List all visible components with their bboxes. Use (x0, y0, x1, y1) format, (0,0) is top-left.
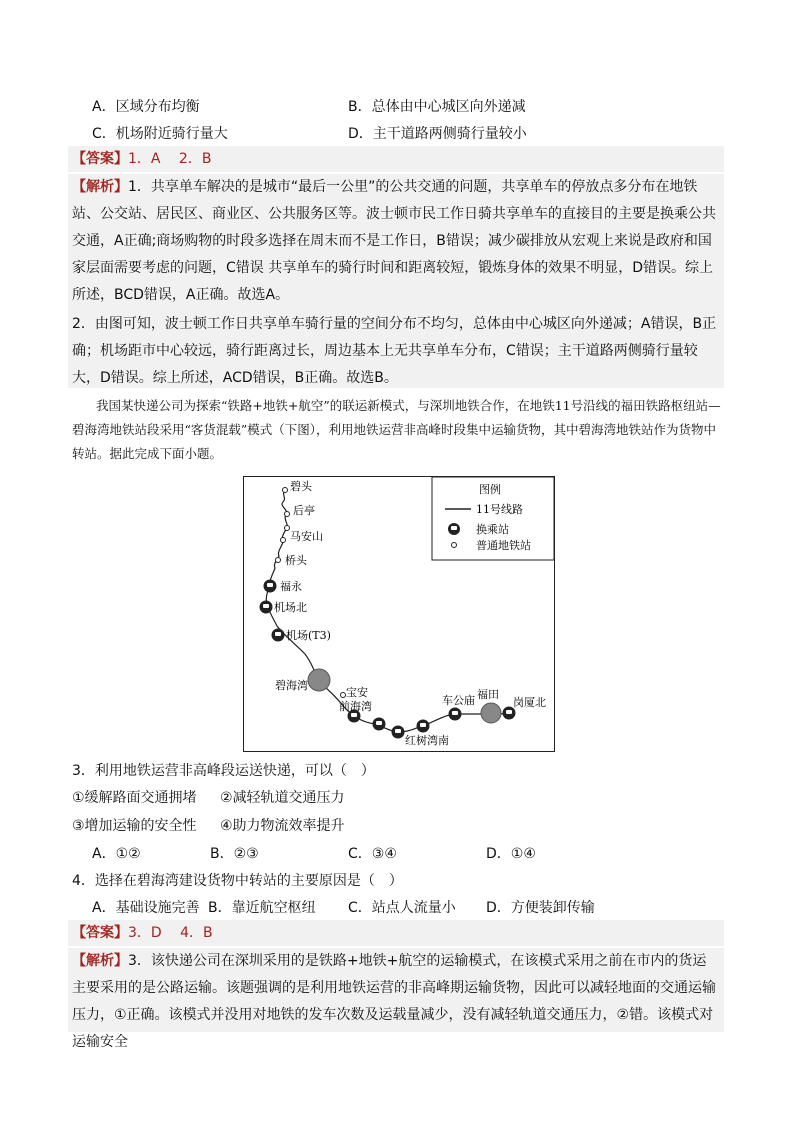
label-qiaotou: 桥头 (285, 554, 307, 567)
answer-text: 3．D 4．B (128, 925, 213, 941)
q3-option-c: C．③④ (348, 846, 397, 862)
map-legend (432, 477, 554, 560)
explanation-p1-text: 1．共享单车解决的是城市“最后一公里”的公共交通的问题，共享单车的停放点多分布在地铁站、公交站、居民区、商业区、公共服务区等。波士顿市民工作日骑共享单车的直接目的主要是换乘公共交通，A正确;商场购物的时段多选择在周末而不是工作日，B错误；减少碳排放从宏观上来说是政府和国家层面需要考虑的问题，C错误 共享单车的骑行时间和距离较短，锻炼身体的效果不明显，D错误。综上所述，BCD错误，A正确。故选A。 (72, 179, 716, 303)
station-baoan-icon (341, 693, 346, 698)
station-chegongmiao-icon (449, 708, 462, 721)
station-mashanshan-icon (281, 538, 286, 543)
question-intro: 我国某快递公司为探索“铁路+地铁+航空”的联运新模式，与深圳地铁合作，在地铁11号沿线的福田铁路枢纽站—碧海湾地铁站段采用“客货混载”模式（下图），利用地铁运营非高峰时段集中运输货物，其中碧海湾地铁站作为货物中转站。据此完成下面小题。 (72, 398, 721, 461)
label-bitou: 碧头 (290, 480, 312, 493)
label-houting: 后亭 (293, 504, 315, 517)
q4-option-c: C．站点人流量小 (348, 900, 456, 916)
explanation-q3 (68, 948, 724, 1056)
q3-statement-2: ②减轻轨道交通压力 (220, 790, 345, 806)
explanation-block-2 (68, 948, 724, 1050)
option-b: B．总体由中心城区向外递减 (348, 99, 526, 115)
q4-option-b: B．靠近航空枢纽 (208, 900, 316, 916)
answer-tag: 【答案】 (72, 925, 128, 941)
q3-statement-1: ①缓解路面交通拥堵 (72, 790, 197, 806)
station-futian-marker (481, 703, 501, 723)
q4-option-a: A．基础设施完善 (92, 900, 200, 916)
q3-option-d: D．①④ (486, 846, 536, 862)
answer-tag: 【答案】 (72, 151, 128, 167)
q3-statement-3: ③增加运输的安全性 (72, 818, 197, 834)
explanation-p2: 2．由图可知，波士顿工作日共享单车骑行量的空间分布不均匀，总体由中心城区向外递减；A错误，B正确；机场距市中心较远，骑行距离过长，周边基本上无共享单车分布，C错误；主干道路两侧骑行量较大，D错误。综上所述，ACD错误，B正确。故选B。 (72, 316, 717, 386)
label-hongshuwannan: 红树湾南 (405, 734, 449, 747)
q3-stem: 3．利用地铁运营非高峰段运送快递，可以（ ） (72, 763, 375, 779)
station-b-icon (417, 720, 430, 733)
label-bihaiwan: 碧海湾 (275, 679, 308, 692)
label-airport-t3: 机场(T3) (286, 629, 331, 642)
label-qianhaiwan: 前海湾 (339, 700, 372, 713)
station-bihaiwan-marker (308, 669, 330, 691)
label-airport-n: 机场北 (274, 601, 307, 614)
option-a: A．区域分布均衡 (92, 99, 200, 115)
answer-block-1 (68, 146, 724, 172)
explanation-tag: 【解析】 (72, 953, 128, 969)
label-baoan: 宝安 (346, 686, 368, 699)
metro-line-map (243, 476, 555, 752)
station-bitou-icon (283, 488, 288, 493)
answer-text: 1．A 2．B (128, 151, 212, 167)
explanation-p1 (68, 174, 724, 309)
explanation-q3-text: 3．该快递公司在深圳采用的是铁路+地铁+航空的运输模式，在该模式采用之前在市内的货运主要采用的是公路运输。该题强调的是利用地铁运营的非高峰期运输货物，因此可以减轻地面的交通运输压力，①正确。该模式并没用对地铁的发车次数及运载量减少，没有减轻轨道交通压力，②错。该模式对运输安全 (72, 953, 716, 1050)
station-qiaotou-icon (276, 558, 281, 563)
explanation-block-1 (68, 174, 724, 388)
station-hongshuwannan-icon (392, 726, 405, 739)
station-airport-t3-icon (272, 629, 285, 642)
legend-line-label: 11号线路 (476, 503, 523, 516)
answer-block-2 (68, 920, 724, 946)
label-futian: 福田 (477, 688, 499, 701)
station-a-icon (373, 718, 386, 731)
q3-option-b: B．②③ (210, 846, 259, 862)
explanation-tag: 【解析】 (72, 179, 128, 195)
label-gangxiabei: 岗厦北 (513, 696, 546, 709)
label-chegongmiao: 车公庙 (442, 694, 475, 707)
option-c: C．机场附近骑行量大 (92, 126, 228, 142)
label-mashanshan: 马安山 (290, 530, 323, 543)
legend-title: 图例 (479, 483, 501, 496)
legend-normal-label: 普通地铁站 (476, 539, 531, 552)
legend-transfer-icon (448, 523, 460, 535)
q4-stem: 4．选择在碧海湾建设货物中转站的主要原因是（ ） (72, 873, 403, 889)
station-houting-icon (285, 512, 290, 517)
station-dummy-icon (285, 526, 290, 531)
q4-option-d: D．方便装卸传输 (486, 900, 595, 916)
label-fuyong: 福永 (280, 580, 302, 593)
station-fuyong-icon (264, 580, 277, 593)
legend-normal-icon (452, 543, 457, 548)
option-d: D．主干道路两侧骑行量较小 (348, 126, 527, 142)
q3-option-a: A．①② (92, 846, 141, 862)
station-airport-n-icon (260, 601, 273, 614)
q3-statement-4: ④助力物流效率提升 (220, 818, 345, 834)
legend-transfer-label: 换乘站 (476, 523, 509, 536)
